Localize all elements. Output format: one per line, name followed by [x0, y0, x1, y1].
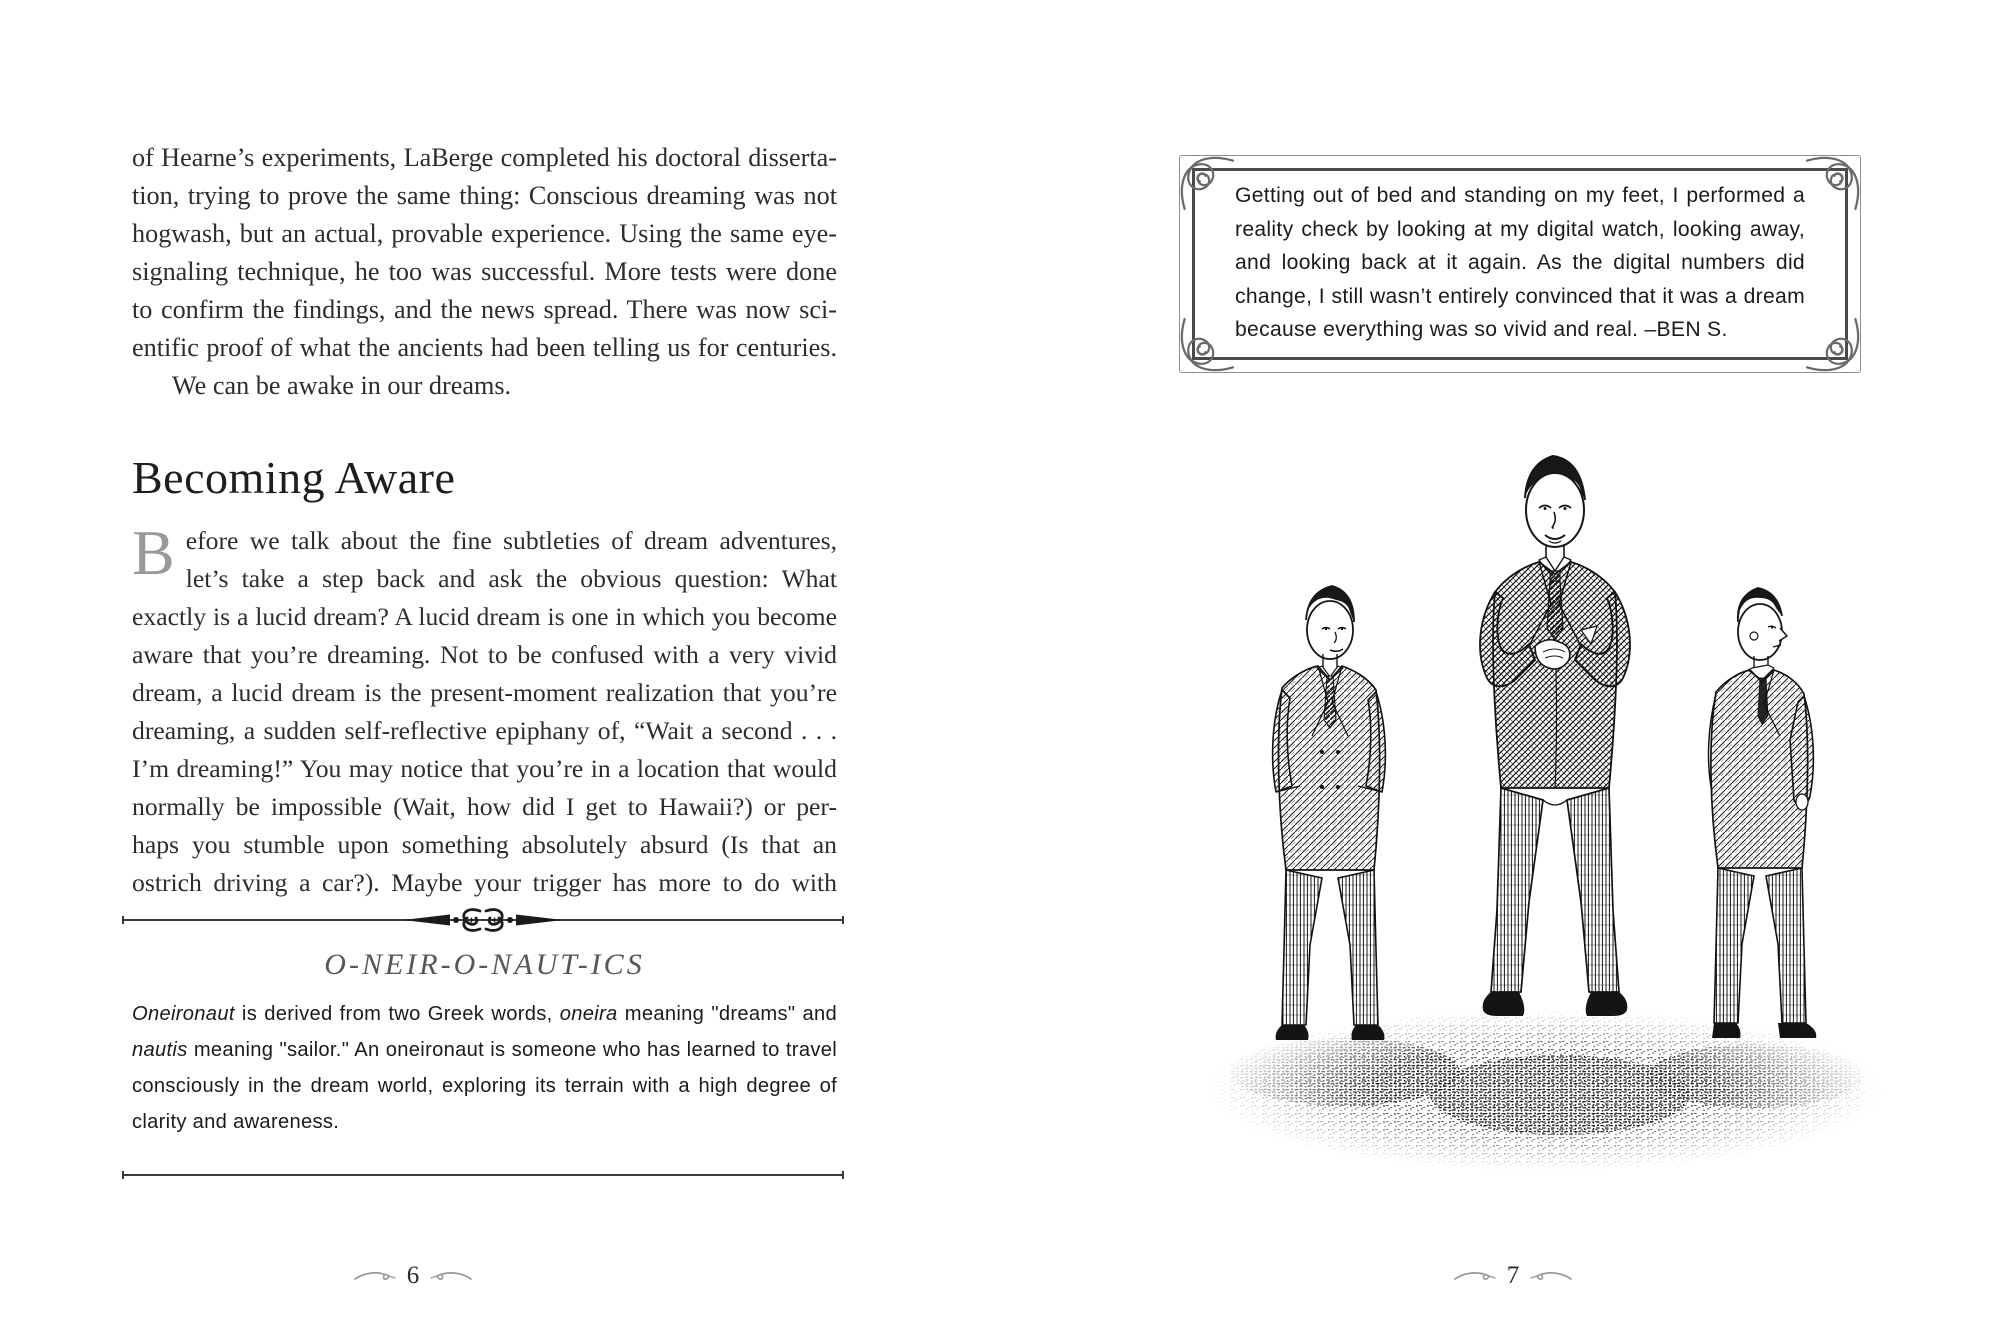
text-segment: consciously in the dream world, exploring its terrain with a high degree of — [132, 1075, 837, 1097]
left-man — [1273, 586, 1386, 1040]
text-line: efore we talk about the fine subtleties of dream adventures, — [185, 526, 837, 555]
text-segment: oneira — [559, 1003, 618, 1025]
text-line: let’s take a step back and ask the obvious question: What — [185, 564, 837, 593]
text-line: ostrich driving a car?). Maybe your trigger has more to do with — [132, 868, 837, 897]
section-heading: Becoming Aware — [132, 452, 456, 503]
three-men-engraving-illustration — [1195, 440, 1895, 1180]
testimonial-quote-box — [1177, 153, 1863, 375]
paragraph-laberge-proof — [132, 139, 837, 405]
quote-text — [1235, 179, 1805, 347]
text-line: I’m dreaming!” You may notice that you’re in a location that would — [132, 754, 837, 783]
text-line — [132, 1068, 837, 1104]
text-line: tion, trying to prove the same thing: Conscious dreaming was not — [132, 181, 837, 210]
page-number-left — [323, 1261, 503, 1291]
text-line: because everything was so vivid and real. –BEN S. — [1235, 318, 1728, 341]
text-line: and looking back at it again. As the digital numbers did — [1235, 251, 1805, 274]
text-line: Getting out of bed and standing on my feet, I performed a — [1235, 184, 1805, 207]
text-line: of Hearne’s experiments, LaBerge completed his doctoral disserta- — [132, 143, 837, 172]
swash-right-icon — [429, 1268, 473, 1284]
text-segment: Oneironaut — [132, 1003, 235, 1025]
text-line: entific proof of what the ancients had been telling us for centuries. — [132, 333, 837, 362]
text-line: normally be impossible (Wait, how did I get to Hawaii?) or per- — [132, 792, 837, 821]
text-line — [132, 1104, 837, 1140]
text-line: haps you stumble upon something absolutely absurd (Is that an — [132, 830, 837, 859]
paragraph-what-is-lucid-dream — [132, 517, 837, 902]
divider-ornament-icon — [398, 903, 568, 937]
text-line — [132, 1032, 837, 1068]
text-segment: nautis — [132, 1039, 188, 1061]
text-line: signaling technique, he too was successful. More tests were done — [132, 257, 837, 286]
page-number: 6 — [406, 1262, 420, 1289]
center-man — [1480, 456, 1630, 1016]
text-segment: is derived from two Greek words, — [234, 1003, 560, 1025]
swash-left-icon — [353, 1268, 397, 1284]
right-man — [1709, 588, 1817, 1038]
text-line: dreaming, a sudden self-reflective epiphany of, “Wait a second . . . — [132, 716, 837, 745]
text-line: change, I still wasn’t entirely convinced that it was a dream — [1235, 284, 1805, 308]
sidebar-divider-top — [122, 919, 844, 921]
text-line: dream, a lucid dream is the present-moment realization that you’re — [132, 678, 837, 707]
paragraph-lines — [132, 517, 837, 902]
page-number-right — [1423, 1261, 1603, 1291]
page-number: 7 — [1506, 1262, 1520, 1289]
text-segment: meaning "sailor." An oneironaut is someone who has learned to travel — [187, 1039, 837, 1061]
swash-right-icon — [1529, 1268, 1573, 1284]
text-line — [132, 996, 837, 1032]
text-segment: clarity and awareness. — [132, 1111, 340, 1133]
swash-left-icon — [1453, 1268, 1497, 1284]
dropcap-letter: B — [132, 517, 175, 588]
text-line: aware that you’re dreaming. Not to be confused with a very vivid — [132, 640, 837, 669]
text-line: to confirm the findings, and the news spread. There was now sci- — [132, 295, 837, 324]
text-line: We can be awake in our dreams. — [172, 371, 512, 400]
text-line: exactly is a lucid dream? A lucid dream is one in which you become — [132, 602, 837, 631]
sidebar-divider-bottom — [122, 1174, 844, 1176]
text-segment: meaning "dreams" and — [617, 1003, 837, 1025]
sidebar-title: O-NEIR-O-NAUT-ICS — [324, 948, 645, 981]
sidebar-body — [132, 996, 837, 1140]
text-line: hogwash, but an actual, provable experience. Using the same eye- — [132, 219, 837, 248]
text-line: reality check by looking at my digital watch, looking away, — [1235, 217, 1805, 241]
